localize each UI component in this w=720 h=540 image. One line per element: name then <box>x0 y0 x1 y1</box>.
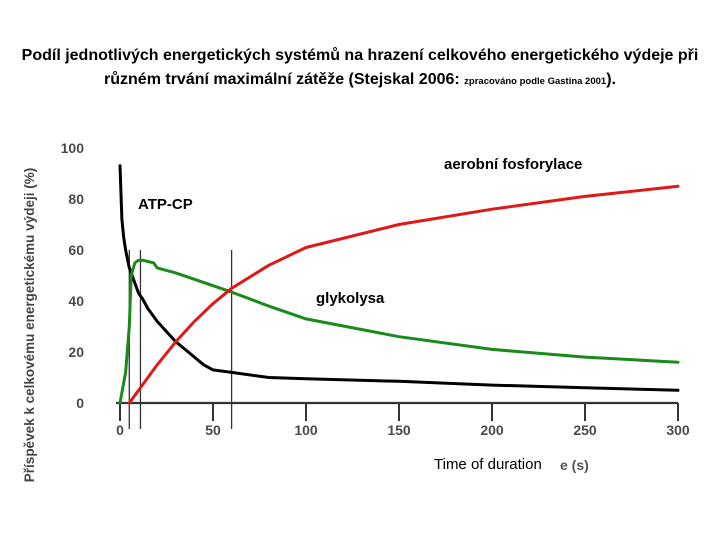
y-tick-label: 100 <box>60 140 84 156</box>
chart-title-main: Podíl jednotlivých energetických systémů na hrazení celkového energetického výdeje při různém trvání maximální zátěže (Stejskal 2006: <box>21 47 699 88</box>
annotation-atp-cp: ATP-CP <box>138 196 193 213</box>
x-tick-label: 300 <box>666 422 690 438</box>
y-tick-label: 80 <box>68 191 84 207</box>
x-tick-label: 150 <box>387 422 411 438</box>
x-axis-label-overlay: Time of duration <box>430 455 546 474</box>
y-tick-label: 40 <box>68 293 84 309</box>
y-tick-label: 60 <box>68 242 84 258</box>
x-tick-label: 200 <box>480 422 504 438</box>
chart-title-source: zpracováno podle Gastina 2001 <box>464 76 607 87</box>
x-tick-label: 0 <box>116 422 124 438</box>
x-tick-label: 50 <box>205 422 221 438</box>
x-tick-label: 250 <box>573 422 597 438</box>
y-tick-label: 20 <box>68 344 84 360</box>
annotation-aerobni-fosforylace: aerobní fosforylace <box>444 156 583 173</box>
annotation-glykolysa: glykolysa <box>316 290 385 307</box>
x-axis-label-partial: e (s) <box>560 457 589 473</box>
chart-title-end: ). <box>606 71 616 88</box>
x-tick-label: 100 <box>294 422 318 438</box>
y-axis-label: Příspěvek k celkovému energetickému výdeji (%) <box>22 167 37 483</box>
y-tick-label: 0 <box>76 395 84 411</box>
